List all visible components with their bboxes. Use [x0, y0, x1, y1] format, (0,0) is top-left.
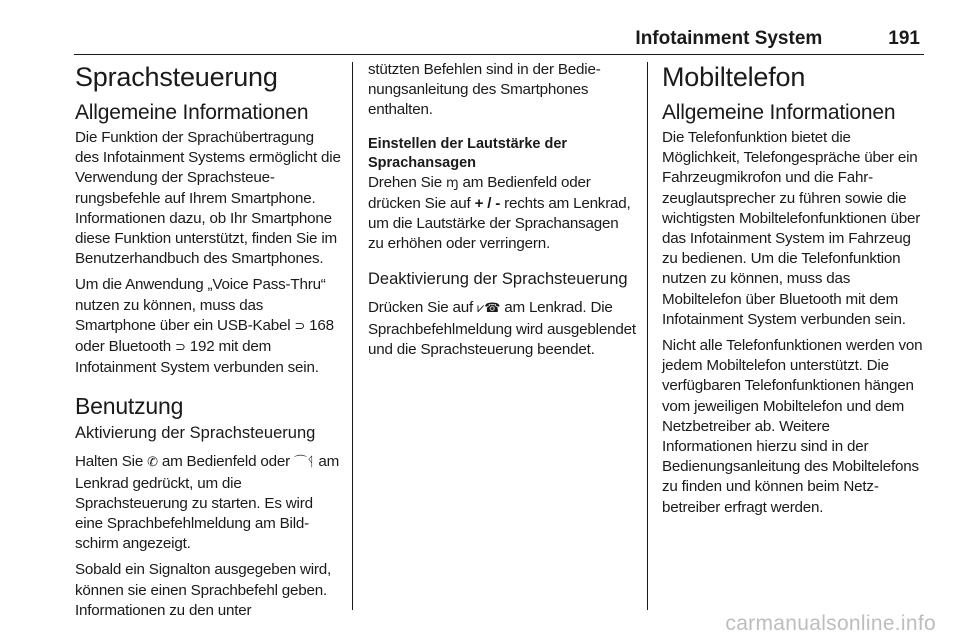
heading-activation: Aktivierung der Sprachsteuerung [75, 424, 316, 443]
phone-icon: ✆ [147, 455, 158, 471]
text-run: am Bedienfeld oder drücken Sie auf [368, 173, 591, 212]
paragraph-continuation: stützten Befehlen sind in der Bedienungsanleitung des Smartphones enthalten. [368, 61, 601, 119]
volume-knob-icon: ɱ [446, 175, 459, 191]
page-number: 191 [888, 28, 920, 49]
heading-general-info-phone: Allgemeine Informationen [662, 101, 896, 124]
text-run: am Bedienfeld oder [157, 453, 294, 471]
text-run: 192 mit dem Infotainment System verbunden sein. [75, 338, 319, 377]
paragraph-activation [75, 452, 341, 554]
watermark: carmanualsonline.info [725, 612, 936, 635]
text-run: Drehen Sie [368, 173, 447, 191]
paragraph-phone-intro: Die Telefonfunktion bietet die Möglichkeit, Telefongespräche über ein Fahrzeugmikrofon und die Fahrzeuglautsprecher zu führen sowie die wichtigsten Mobiltelefonfunktionen über das Infotainment System im Fahrzeug zu bedienen. Um die Telefonfunktion nutzen zu können, muss das Mobiltelefon über Bluetooth mit dem Infotainment System verbunden sein. [662, 129, 921, 328]
paragraph-deactivation [368, 298, 636, 360]
column-3 [662, 60, 924, 524]
page-reference-icon: ⊃ [294, 318, 306, 334]
text-run: Halten Sie [75, 453, 148, 471]
steering-voice-icon: ⌒ᛩ [293, 455, 315, 471]
column-1 [75, 60, 341, 627]
paragraph-phone-support: Nicht alle Telefonfunktionen werden von jedem Mobiltelefon unterstützt. Die verfügbaren Telefonfunktionen hängen vom jeweiligen Mobiltelefon und dem Netzbetreiber ab. Weitere Informationen hierzu sind in der Bedienungsanleitung des Mobiltelefons zu finden und können beim Netzbetreiber erfragt werden. [662, 337, 923, 516]
header-divider [74, 54, 924, 55]
paragraph-volume [368, 173, 636, 255]
paragraph-voice-pass-thru [75, 275, 341, 378]
heading-voice-control: Sprachsteuerung [75, 62, 278, 92]
page-header [0, 28, 920, 56]
heading-mobile-phone: Mobiltelefon [662, 62, 806, 92]
text-run: am Lenkrad gedrückt, um die Sprachsteuerung zu starten. Es wird eine Sprachbefehlmeldung am Bildschirm angezeigt. [75, 453, 340, 553]
text-run: 168 oder Bluetooth [75, 316, 334, 356]
heading-general-info: Allgemeine Informationen [75, 101, 309, 124]
column-2 [368, 60, 636, 366]
page-reference-icon: ⊃ [175, 340, 186, 356]
text-run: Um die Anwendung „Voice Pass-Thru“ nutzen zu können, muss das Smartphone über ein USB-Kabel [75, 276, 326, 334]
mute-hangup-icon: ⩗☎ [477, 301, 501, 317]
heading-usage: Benutzung [75, 393, 184, 420]
paragraph-voice-intro: Die Funktion der Sprachübertragung des Infotainment Systems ermöglicht die Verwendung der Sprachsteuerungsbefehle auf Ihrem Smartphone. Informationen dazu, ob Ihr Smartphone diese Funktion unterstützt, finden Sie im Benutzerhandbuch des Smartphones. [75, 129, 341, 268]
text-run: am Lenkrad. Die Sprachbefehlmeldung wird ausgeblendet und die Sprachsteuerung beendet. [368, 299, 636, 358]
text-run: rechts am Lenkrad, um die Lautstärke der Sprachansagen zu erhöhen oder verringern. [368, 194, 631, 253]
heading-volume: Einstellen der Lautstärke der Sprachansagen [368, 135, 568, 171]
column-divider-2 [647, 62, 648, 610]
text-run: Drücken Sie auf [368, 299, 478, 317]
section-title: Infotainment System [635, 28, 823, 49]
column-divider-1 [352, 62, 353, 610]
heading-deactivation: Deaktivierung der Sprachsteuerung [368, 270, 628, 289]
paragraph-signal-tone: Sobald ein Signalton ausgegeben wird, können sie einen Sprachbefehl geben. Informationen zu den unter [75, 561, 332, 619]
plus-minus-label: + / - [474, 194, 501, 212]
